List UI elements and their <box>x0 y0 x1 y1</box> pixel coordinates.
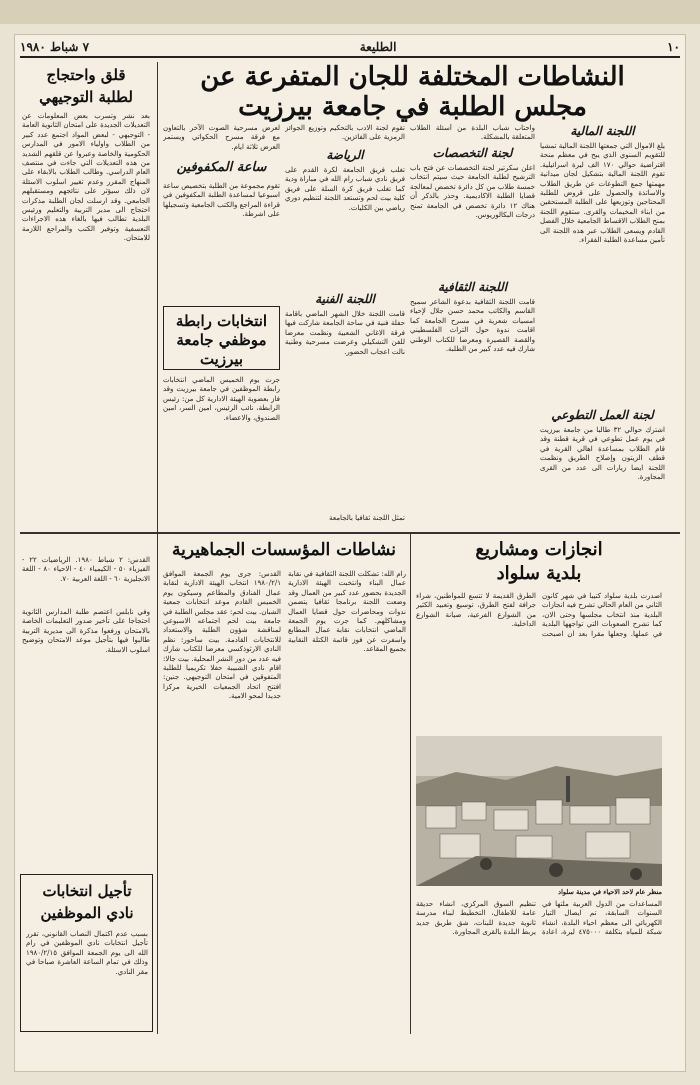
col3-intro: تقوم لجنة الادب بالتحكيم وتوزيع الجوائز الرمزية على الفائزين. <box>285 124 405 142</box>
column-rule <box>157 534 158 1034</box>
page-number: ١٠ <box>667 40 680 54</box>
tawjihi-exam-dates: القدس: ٢ شباط ١٩٨٠. الرياضيات ٢٢ - الفيزياء ٥٠ - الكيمياء ٤٠ - الاحياء ٨٠ - اللغة الانجليزية ٦٠ - اللغة العربية ٧٠. <box>22 556 150 583</box>
employees-election-text: جرت يوم الخميس الماضي انتخابات رابطة الموظفين في جامعة بيرزيت وقد فاز بعضوية الهيئة الادارية كل من: رئيس الرابطة، نائب الرئيس، امين السر، امين الصندوق، والاعضاء. <box>163 376 280 422</box>
silwad-article-text: اصدرت بلدية سلواد كتيبا في شهر كانون الثاني من العام الحالي تشرح فيه انجازات البلدية منذ انتخاب مجلسها وحتى الان، كما تشرح الصعوبات التي تواجهها البلدية في عملها. وجعلها مقرا بعد ان اصبحت الطرق القديمة لا تتسع للمواطنين، شراء جرافة لفتح الطرق، توسيع وتعبيد الكثير من الشوارع الفرعية، صيانة الشوارع الداخلية. <box>416 592 662 638</box>
silwad-headline-2: بلدية سلواد <box>496 563 582 584</box>
left-headline-line1: قلق واحتجاج <box>46 66 126 84</box>
finance-subhead: اللجنة المالية <box>570 124 635 138</box>
arts-text: قامت اللجنة خلال الشهر الماضي باقامة حفلة فنية في ساحة الجامعة شاركت فيها فرقة الاغاني الشعبية ونظمت معرضا للفن التشكيلي وعرضت مسرحية وطنية نالت اعجاب الحضور. <box>285 310 405 356</box>
silwad-town-photo <box>416 736 662 886</box>
column-rule <box>410 534 411 1034</box>
top-scan-strip <box>0 0 700 24</box>
volunteer-subhead: لجنة العمل التطوعي <box>551 408 654 422</box>
sports-subhead: الرياضة <box>326 148 364 162</box>
mass-institutions-text-1: رام الله: تشكلت اللجنة الثقافية في نقابة عمال البناء وانتخبت الهيئة الادارية الجديدة بحضور عدد كبير من العمال وقد وضعت اللجنة برنامجا ثقافيا يتضمن ندوات ومحاضرات حول قضايا العمال ومشاكلهم. كما جرت يوم الجمعة الماضي انتخابات نقابة عمال المطابع واسفرت عن فوز قائمة الكتلة النقابية بجميع المقاعد. <box>288 570 406 654</box>
culture-subhead: اللجنة الثقافية <box>437 280 508 294</box>
volunteer-text: اشترك حوالي ٣٢ طالبا من جامعة بيرزيت في يوم عمل تطوعي في قرية قطنة وقد قام الطلاب بمساعدة اهالي القرية في قطف الزيتون وإصلاح الطريق ونظمت اللجنة ايضا زيارات الى عدد من القرى المجاورة. <box>540 426 665 482</box>
paper-name: الطليعة <box>359 40 397 54</box>
column-rule <box>157 62 158 532</box>
col2-intro: واحتاب شباب البلدة من أسئلة الطلاب المتعلقة بالمشكلة. <box>410 124 535 142</box>
issue-date: ٧ شباط ١٩٨٠ <box>20 40 90 54</box>
employees-election-headline: انتخابات رابطة موظفي جامعة بيرزيت <box>175 312 268 368</box>
col4-intro: لعرض مسرحية الصوت الآخر بالتعاون مع فرقة مسرح الحكواتي ويستمر العرض ثلاثة ايام. <box>163 124 280 151</box>
blind-hour-text: تقوم مجموعة من الطلبة بتخصيص ساعة اسبوعيا لمساعدة الطلبة المكفوفين في قراءة المراجع والكتب الجامعية وتسجيلها على اشرطة. <box>163 182 280 219</box>
mass-institutions-text-2: القدس: جرى يوم الجمعة الموافق ١٩٨٠/٢/١ انتخاب الهيئة الادارية لنقابة عمال الفنادق والمطاعم وسيكون يوم الخميس القادم موعد انتخابات جمعية الشبان. بيت لحم: عقد مجلس الطلبة في جامعة بيت لحم اجتماعه الاسبوعي لمناقشة شؤون الطلبة والاستعداد للانتخابات القادمة. بيت ساحور: نظم النادي الارثوذكسي معرضا للكتاب شارك فيه عدد من دور النشر المحلية. بيت جالا: اقام نادي الشبيبة حفلا تكريميا للطلبة المتفوقين في امتحان التوجيهي. جنين: افتتح اتحاد الجمعيات الخيرية مركزا جديدا لمحو الامية. <box>163 570 281 701</box>
finance-text: يلغ الاموال التي جمعتها اللجنة المالية تمشيا للتقويم السنوي الذي يبح في معظم منحة اقتراضية حوالي ١٧٠ الف ليرة اسرائيلية. تقوم اللجنة المالية بتشكيل لجان ميدانية مهمتها جمع التطوعات عن طريق الطلاب والاساتذة والحصول على قروض للطلبة المحتاجين وتوزيعها على الطلبة المستحقين من ابناء المخيمات والقرى. ستقوم اللجنة بمنح الطلاب الاقساط الجامعية خلال الفصل القادم ويسعى الطلاب عبر هذه اللجنة الى تأمين مساعدة الطلبة الفقراء. <box>540 142 665 245</box>
specialties-subhead: لجنة التخصصات <box>432 146 513 160</box>
main-headline-line1: النشاطات المختلفة للجان المتفرعة عن <box>200 62 625 92</box>
blind-hour-subhead: ساعة المكفوفين <box>176 160 267 175</box>
tawjihi-article-text: بعد نشر وتسرب بعض المعلومات عن التعديلات الجديدة على امتحان الثانوية العامة - التوجيهي - لبعض المواد اجتمع عدد كبير من الطلاب واولياء الامور في المدارس الحكومية والخاصة وعبروا عن قلقهم الشديد من هذه التعديلات التي جاءت في منتصف العام الدراسي. وطالب الطلاب بالابقاء على المنهاج المقرر وعدم تغيير اسلوب الاسئلة لان ذلك سيؤثر على نتائجهم ومستقبلهم الجامعي. وقد ارسلت لجان الطلبة مذكرات احتجاج الى مدير التربية والتعليم ورئيس البلدية تطالب فيها بالغاء هذه الاجراءات التعسفية وتوفير الكتب والمراجع اللازمة للامتحان. <box>22 112 150 243</box>
postponement-text: بسبب عدم اكتمال النصاب القانوني، تقرر تأجيل انتخابات نادي الموظفين في رام الله الى يوم الجمعة الموافق ١٩٨٠/٢/١٥ وذلك في تمام الساعة العاشرة صباحا في مقر النادي. <box>26 930 148 976</box>
page-header <box>20 38 680 58</box>
arts-subhead: اللجنة الفنية <box>315 292 375 306</box>
postponement-headline-1: تأجيل انتخابات <box>42 882 132 900</box>
silwad-headline-1: انجازات ومشاريع <box>475 539 603 560</box>
mass-institutions-headline: نشاطات المؤسسات الجماهيرية <box>172 540 396 560</box>
left-headline-line2: لطلبة التوجيهي <box>39 88 133 106</box>
silwad-article-text-2: المساعدات من الدول العربية ملتها في السنوات السابقة، تم ايصال التيار الكهربائي الى معظم احياء البلدة، انشاء شبكة للمياه بتكلفة ٤٧٥٠٠٠ ليرة، اعادة تنظيم السوق المركزي، انشاء حديقة عامة للاطفال، التخطيط لبناء مدرسة ثانوية جديدة للبنات، شق طريق جديد يربط البلدة بالقرى المجاورة. <box>416 900 662 937</box>
photo-caption: منظر عام لاحد الاحياء في مدينة سلواد <box>558 888 662 896</box>
postponement-headline-2: نادي الموظفين <box>40 904 134 922</box>
culture-text: قامت اللجنة الثقافية بدعوة الشاعر سميح القاسم والكاتب محمد حسن جلال لإحياء امسيات شعرية في مسرح الجامعة كما اقامت ندوة حول التراث الفلسطيني والقصة القصيرة ومعرضا للكتاب الوطني شارك فيه عدد كبير من الطلبة. <box>410 298 535 354</box>
tawjihi-article-text-2: وفي نابلس اعتصم طلبة المدارس الثانوية احتجاجا على تأخير صدور التعليمات الخاصة بالامتحان ورفعوا مذكرة الى مديرية التربية طالبوا فيها بتأجيل موعد الامتحان وتوضيح اسلوب الاسئلة. <box>22 608 150 654</box>
sports-text: تغلب فريق الجامعة لكرة القدم على فريق نادي شباب رام الله في مباراة ودية كما تغلب فريق كرة السلة على فريق كلية بيت لحم وتستعد اللجنة لتنظيم دوري رياضي بين الكليات. <box>285 166 405 212</box>
main-headline-line2: مجلس الطلبة في جامعة بيرزيت <box>238 92 587 122</box>
specialties-text: اعلن سكرتير لجنة التخصصات عن فتح باب الترشيح لطلبة الجامعة حيث سيتم انتخاب خمسة طلاب من كل دائرة تخصص لمعالجة قضايا الطلبة الاكاديمية. وحذر بالذكر أن هناك ١٢ دائرة تخصص في الجامعة تمنح درجات البكالوريوس. <box>410 164 535 220</box>
committee-end-line: تمثل اللجنة ثقافيا بالجامعة <box>329 514 405 522</box>
